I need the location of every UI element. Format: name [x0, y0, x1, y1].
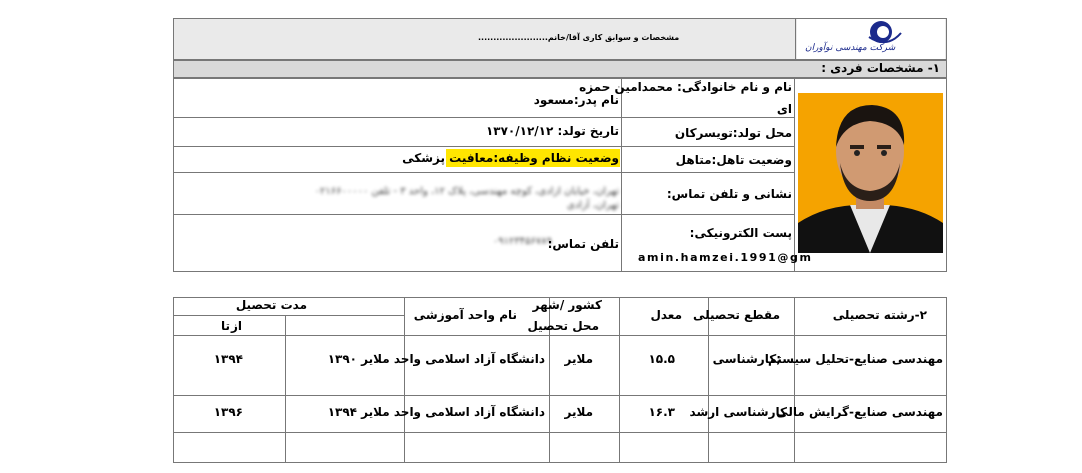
col-duration-header: مدت تحصیل [235, 298, 307, 312]
section1-title: ۱- مشخصات فردی : [821, 61, 940, 75]
row2-from: ۱۳۹۴ [327, 405, 357, 419]
row1-gpa: ۱۵.۵ [648, 352, 675, 366]
birth-place: محل تولد:تویسرکان [674, 126, 792, 140]
phone-label: تلفن تماس: [547, 237, 619, 251]
full-name-cont: ای [776, 102, 792, 116]
phone-value: ۰۹۱۲۳۴۵۶۷۸۹ [492, 236, 552, 247]
address-value: تهران، خیابان آزادی، کوچه مهندسی، پلاک ۱۲، واحد ۳ - تلفن ۰۲۱۶۶۰۰۰۰۰ [314, 186, 619, 197]
email-value: amin.hamzei.1991@gm [638, 251, 813, 264]
logo-text: شرکت مهندسی نوآوران [805, 43, 896, 53]
col-institution-header: نام واحد آموزشی [413, 308, 517, 322]
col-level-header: مقطع تحصیلی [692, 308, 780, 322]
profile-photo [798, 93, 943, 253]
logo-icon [797, 19, 945, 59]
row2-institution: دانشگاه آزاد اسلامی واحد ملایر [361, 405, 545, 419]
row2-gpa: ۱۶.۳ [648, 405, 675, 419]
marital-status: وضعیت تاهل:متاهل [675, 153, 792, 167]
military-status: وضعیت نظام وظیفه:معافیت پزشکی [402, 151, 619, 165]
birth-date: تاریخ تولد: ۱۳۷۰/۱۲/۱۲ [485, 124, 619, 138]
row1-from: ۱۳۹۰ [327, 352, 357, 366]
col-from-header: از [230, 319, 242, 333]
row2-city: ملایر [564, 405, 593, 419]
row1-level: ;کارشناسی [712, 352, 781, 366]
email-label: پست الکترونیکی: [689, 226, 792, 240]
col-country-header: کشور /شهر [532, 298, 602, 312]
col-gpa-header: معدل [650, 308, 682, 322]
row2-field: مهندسی صنایع-گرایش مالی [776, 405, 943, 419]
address-label: نشانی و تلفن تماس: [666, 187, 792, 201]
father-name: نام پدر:مسعود [533, 93, 619, 107]
row1-city: ملایر [564, 352, 593, 366]
form-title: مشخصات و سوابق کاری آقا/خانم....................... [478, 33, 680, 42]
row1-to: ۱۳۹۴ [213, 352, 243, 366]
company-logo [797, 19, 945, 59]
row1-field: مهندسی صنایع-تحلیل سیستم [767, 352, 943, 366]
full-name-label: نام و نام خانوادگی: محمدامین حمزه [579, 80, 792, 94]
row2-level: کارشناسی ارشد [689, 405, 787, 419]
row1-institution: دانشگاه آزاد اسلامی واحد ملایر [361, 352, 545, 366]
education-table [173, 297, 947, 463]
person-photo-icon [798, 93, 943, 253]
address-value-2: تهران، آزادی [566, 200, 619, 211]
col-field-header: ۲-رشته تحصیلی [832, 308, 927, 322]
col-to-header: تا [220, 319, 230, 333]
col-place-header: محل تحصیل [527, 319, 599, 333]
row2-to: ۱۳۹۶ [213, 405, 243, 419]
